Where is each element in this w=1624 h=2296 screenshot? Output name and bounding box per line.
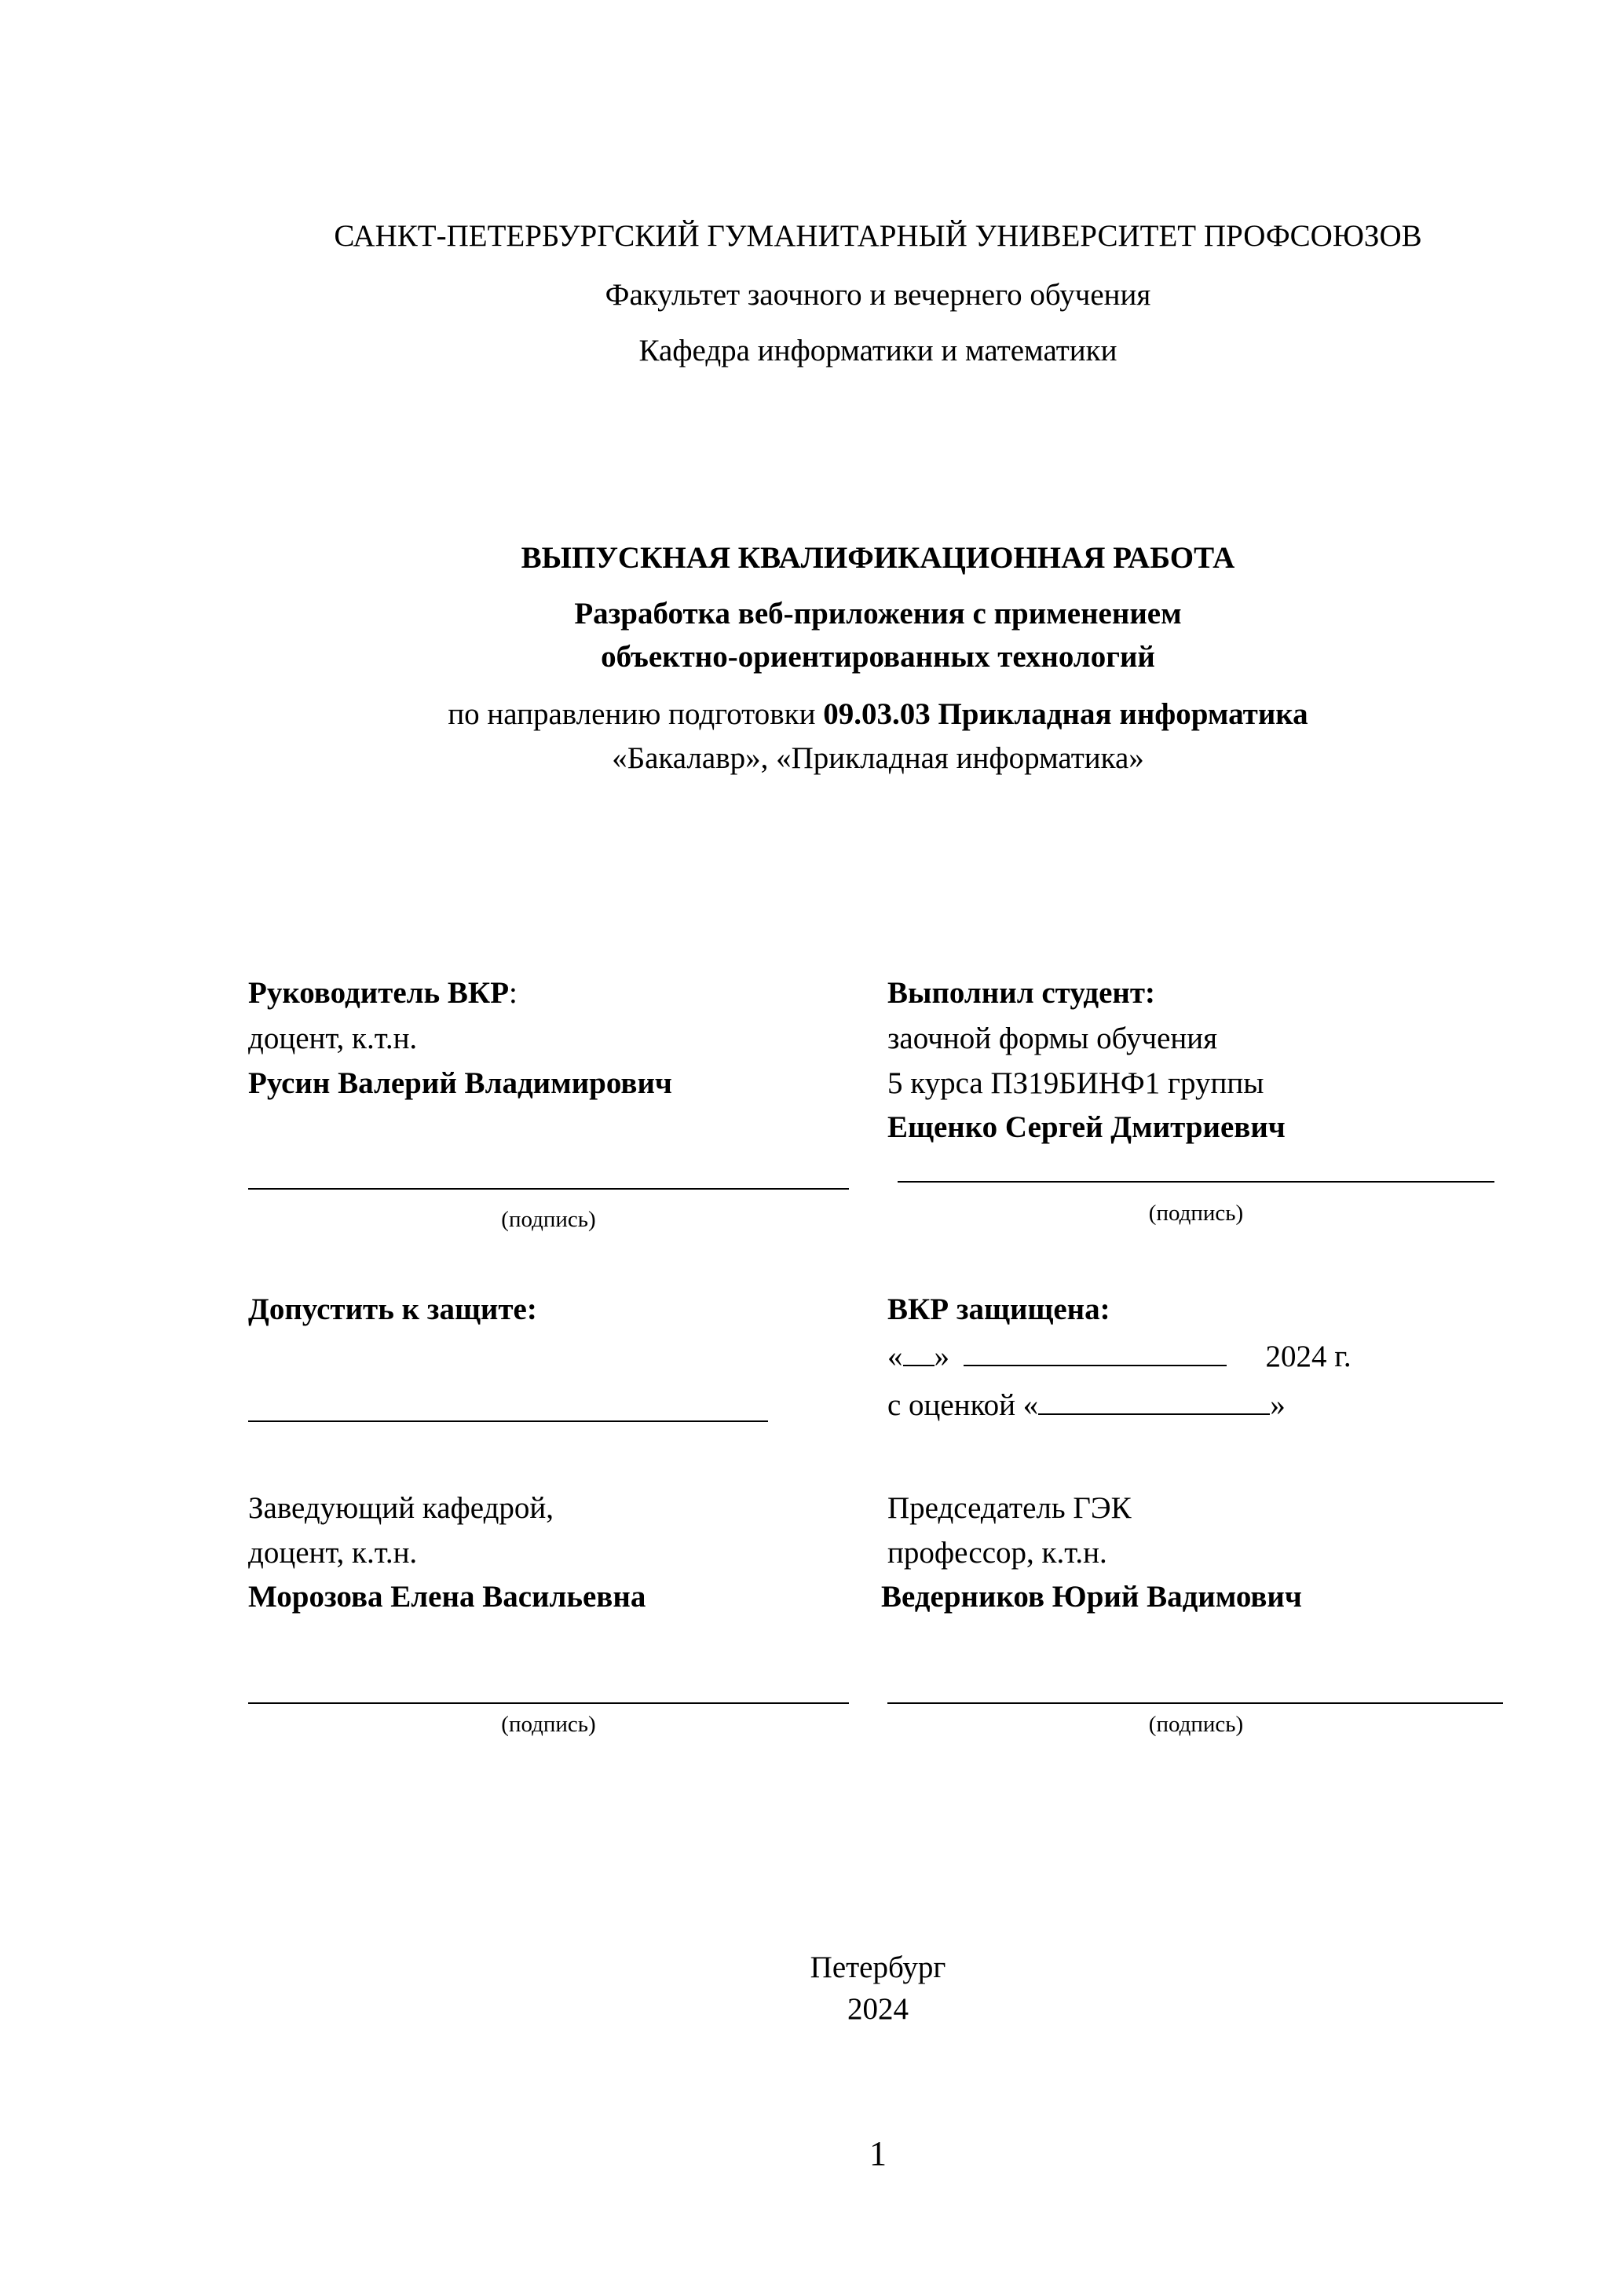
city: Петербург (810, 1951, 946, 1984)
student-group: 5 курса ПЗ19БИНФ1 группы (887, 1066, 1264, 1100)
head-of-department-position: доцент, к.т.н. (248, 1536, 418, 1570)
head-of-department-signature-caption: (подпись) (501, 1712, 596, 1737)
supervisor-name: Русин Валерий Владимирович (248, 1066, 672, 1100)
direction-prefix: по направлению подготовки (448, 697, 824, 731)
department-name: Кафедра информатики и математики (638, 334, 1117, 367)
head-of-department-title: Заведующий кафедрой, (248, 1491, 554, 1525)
supervisor-heading (248, 976, 518, 1011)
grade-prefix: с оценкой « (887, 1388, 1039, 1422)
supervisor-heading-text: Руководитель ВКР (248, 976, 510, 1010)
head-of-department-name: Морозова Елена Васильевна (248, 1580, 646, 1614)
supervisor-signature-caption: (подпись) (501, 1207, 596, 1232)
head-of-department-signature-line[interactable] (248, 1702, 849, 1704)
defense-date-line (887, 1340, 1352, 1374)
admission-signature-line[interactable] (248, 1420, 768, 1422)
grade-blank[interactable] (1038, 1390, 1270, 1415)
defense-year: 2024 г. (1265, 1340, 1352, 1373)
faculty-name: Факультет заочного и вечернего обучения (605, 278, 1151, 312)
supervisor-signature-line[interactable] (248, 1188, 849, 1190)
year: 2024 (847, 1992, 909, 2026)
student-signature-line[interactable] (898, 1181, 1494, 1183)
topic-line-1: Разработка веб-приложения с применением (574, 597, 1182, 631)
work-type-title: ВЫПУСКНАЯ КВАЛИФИКАЦИОННАЯ РАБОТА (521, 541, 1235, 575)
month-blank[interactable] (964, 1341, 1227, 1366)
gek-chairman-position: профессор, к.т.н. (887, 1536, 1107, 1570)
student-name: Ещенко Сергей Дмитриевич (887, 1110, 1286, 1144)
date-open-quote: « (887, 1340, 903, 1373)
supervisor-heading-colon: : (509, 976, 518, 1010)
student-heading: Выполнил студент: (887, 976, 1156, 1010)
topic-line-2: объектно-ориентированных технологий (601, 640, 1155, 674)
gek-chairman-title: Председатель ГЭК (887, 1491, 1132, 1525)
student-form: заочной формы обучения (887, 1022, 1218, 1055)
gek-chairman-signature-line[interactable] (887, 1702, 1503, 1704)
gek-chairman-signature-caption: (подпись) (1148, 1712, 1244, 1737)
degree-line: «Бакалавр», «Прикладная информатика» (612, 741, 1144, 775)
direction-line (0, 697, 1624, 732)
university-name: САНКТ-ПЕТЕРБУРГСКИЙ ГУМАНИТАРНЫЙ УНИВЕРСИТЕТ ПРОФСОЮЗОВ (334, 219, 1422, 253)
day-blank[interactable] (903, 1341, 935, 1366)
student-signature-caption: (подпись) (1148, 1201, 1244, 1226)
defense-heading: ВКР защищена: (887, 1292, 1110, 1326)
supervisor-position: доцент, к.т.н. (248, 1022, 418, 1055)
gek-chairman-name: Ведерников Юрий Вадимович (881, 1580, 1302, 1614)
page-number: 1 (869, 2134, 887, 2173)
grade-suffix: » (1270, 1388, 1286, 1422)
defense-grade-line (887, 1388, 1286, 1423)
direction-code: 09.03.03 Прикладная информатика (823, 697, 1308, 731)
date-close-quote: » (934, 1340, 949, 1373)
admission-heading: Допустить к защите: (248, 1292, 537, 1326)
